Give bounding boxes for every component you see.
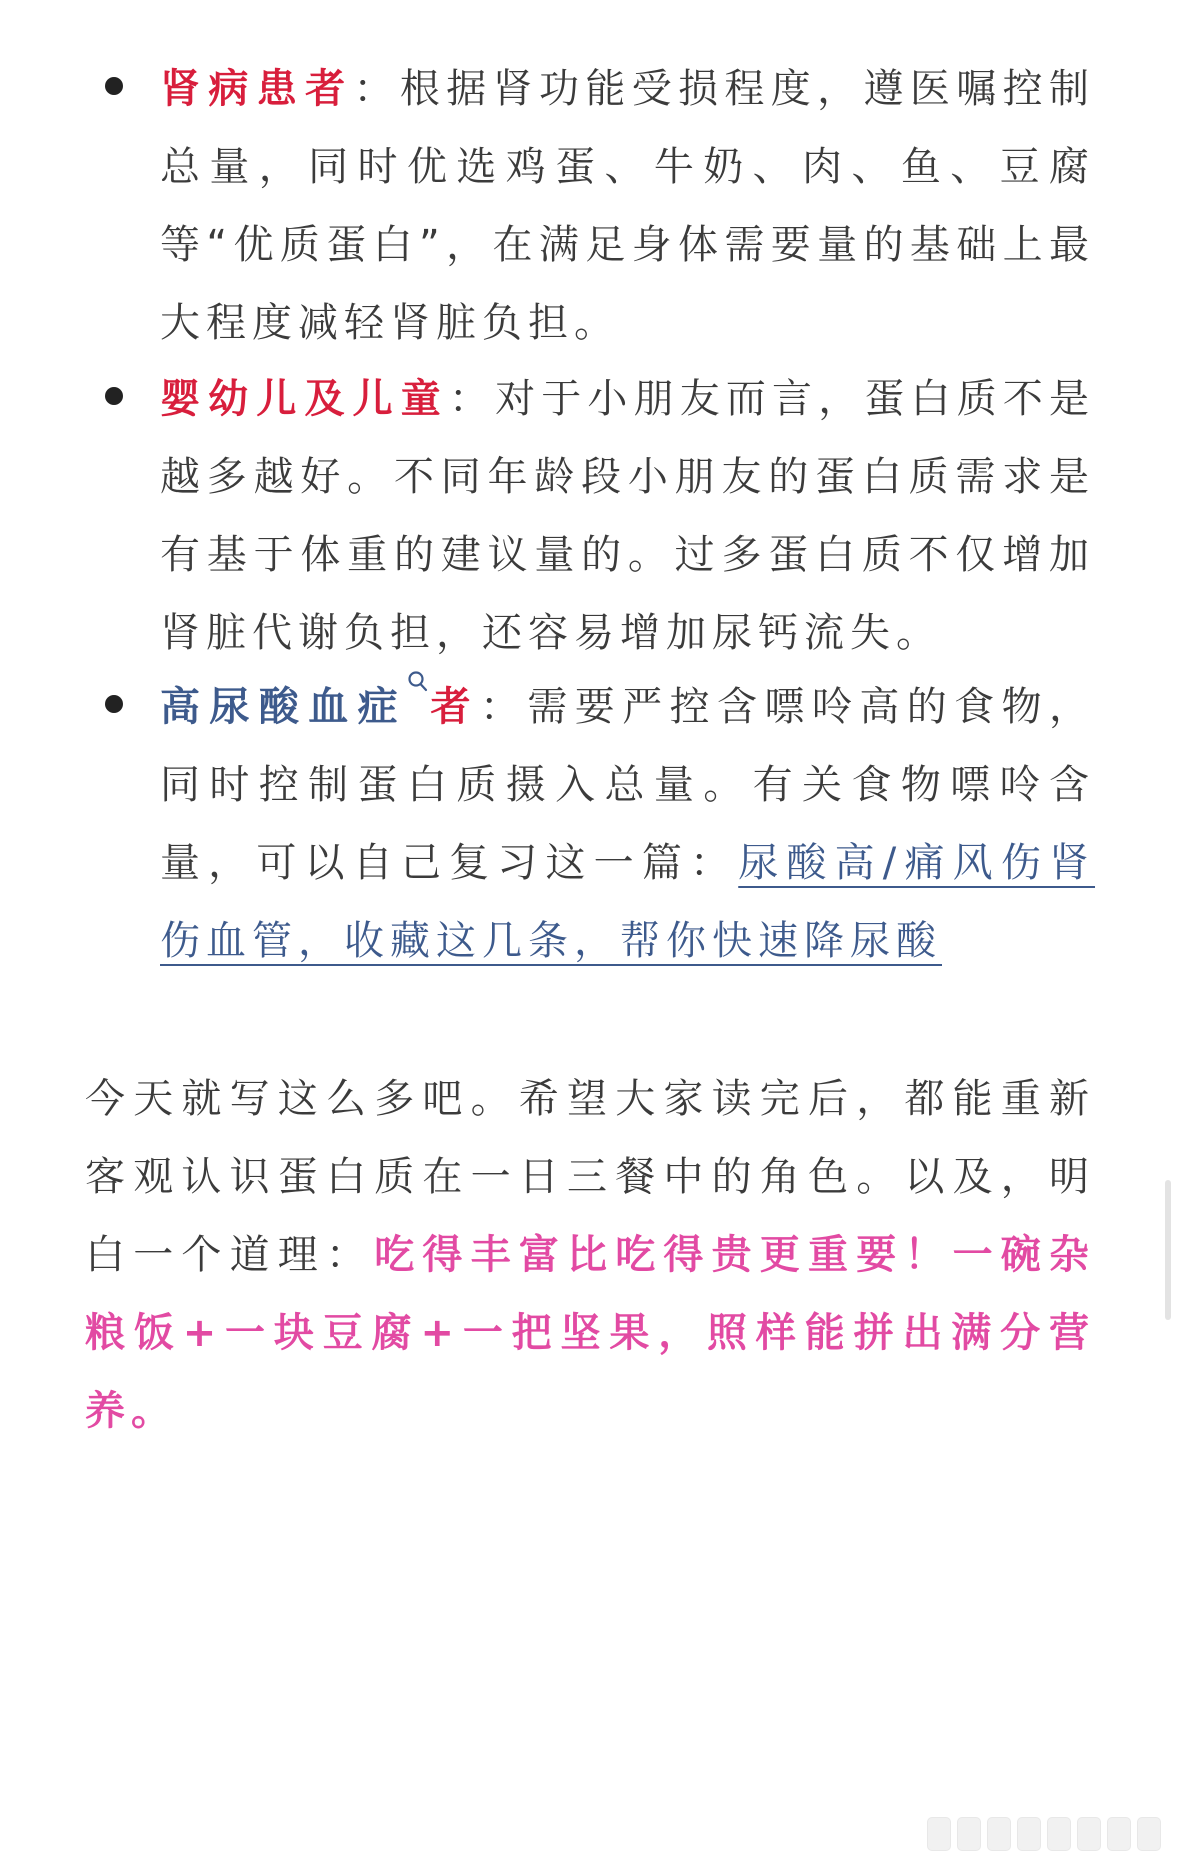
closing-text: 今天就写这么多吧。希望大家读完后，都能重新客观认识蛋白质在一日三餐中的角色。以及，明白一个道理： bbox=[85, 1076, 1095, 1278]
bullet-dot bbox=[105, 387, 123, 405]
list-item-infants-children bbox=[85, 360, 1095, 672]
scrollbar[interactable] bbox=[1165, 1180, 1171, 1320]
article-link[interactable]: 尿酸高/痛风伤肾伤血管，收藏这几条，帮你快速降尿酸 bbox=[160, 840, 1096, 964]
bullet-body-text: ：对于小朋友而言，蛋白质不是越多越好。不同年龄段小朋友的蛋白质需求是有基于体重的建议量的。过多蛋白质不仅增加肾脏代谢负担，还容易增加尿钙流失。 bbox=[160, 376, 1096, 656]
keyword-tail: 者 bbox=[429, 684, 480, 730]
bullet-text bbox=[160, 668, 1095, 980]
watermark-logo bbox=[927, 1817, 1161, 1851]
bullet-dot bbox=[105, 695, 123, 713]
keyword-hyperuricemia-link[interactable]: 高尿酸血症 bbox=[160, 684, 408, 730]
keyword-kidney-patients: 肾病患者 bbox=[160, 66, 354, 112]
closing-paragraph bbox=[85, 1060, 1095, 1450]
list-item-hyperuricemia bbox=[85, 668, 1095, 980]
closing-highlight: 吃得丰富比吃得贵更重要！一碗杂粮饭+一块豆腐+一把坚果，照样能拼出满分营养。 bbox=[85, 1232, 1096, 1434]
search-icon[interactable] bbox=[407, 670, 429, 700]
bullet-dot bbox=[105, 77, 123, 95]
bullet-body-text: ：根据肾功能受损程度，遵医嘱控制总量，同时优选鸡蛋、牛奶、肉、鱼、豆腐等“优质蛋白”，在满足身体需要量的基础上最大程度减轻肾脏负担。 bbox=[160, 66, 1096, 346]
keyword-infants-children: 婴幼儿及儿童 bbox=[160, 376, 449, 422]
bullet-body-text: ：需要严控含嘌呤高的食物，同时控制蛋白质摄入总量。有关食物嘌呤含量，可以自己复习这一篇： bbox=[160, 684, 1096, 886]
bullet-text bbox=[160, 360, 1095, 672]
list-item-kidney-patients bbox=[85, 50, 1095, 362]
bullet-text bbox=[160, 50, 1095, 362]
